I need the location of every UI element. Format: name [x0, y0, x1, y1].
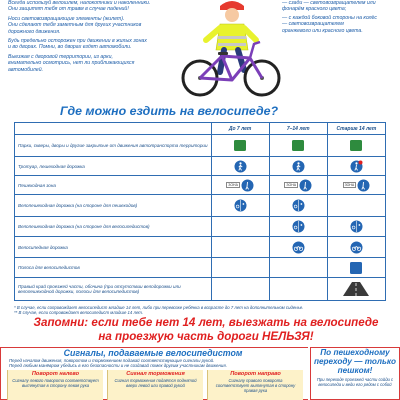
table-row: [15, 217, 386, 237]
where-to-ride-table: [14, 122, 386, 301]
bicycle-path-sign-icon: [292, 241, 305, 254]
signal-braking: [107, 370, 203, 400]
row-label: Пешеходная зона: [15, 176, 212, 195]
warning-line: Запомни: если тебе нет 14 лет, выезжать на велосипеде: [33, 316, 379, 329]
table-row: [15, 157, 386, 176]
row-label: Полоса для велосипедистов: [15, 258, 212, 278]
reflector-line: оранжевого или красного цвета.: [282, 27, 363, 34]
footnote: ** В случае, если сопровождает велосипедист младше 14 лет.: [14, 310, 144, 315]
table-row: [15, 135, 386, 157]
advice-line: Будь предельно осторожен при движении в жилых зонах: [8, 38, 147, 45]
pedestrian-zone-sign-icon: [241, 179, 254, 192]
crossing-heading: По пешеходному переходу — только пешком!: [314, 348, 396, 375]
advice-line: автомобилей.: [8, 66, 44, 73]
pedestrian-zone-sign-icon: [299, 179, 312, 192]
table-row: [15, 237, 386, 258]
table-row: [15, 278, 386, 301]
pedestrian-path-sign-icon: [292, 160, 305, 173]
pedestrian-path-sign-icon: [234, 160, 247, 173]
row-label: Парки, скверы, дворы и другие закрытые от движения автотранспорта территории: [15, 135, 212, 157]
pedestrian-zone-sign-icon: [357, 179, 370, 192]
row-label: Правый край проезжей части, обочина (при отсутствии велодорожки или велопешеходной дорожки, полосы для велосипедистов): [15, 278, 212, 301]
table-row: [15, 176, 386, 195]
zone-tag: ЗОНА: [344, 183, 355, 187]
table-row: [15, 258, 386, 278]
advice-line: Они защитят тебя от травм в случае падений!: [8, 6, 129, 13]
table-header-age: До 7 лет: [211, 123, 269, 135]
signal-right-turn: [207, 370, 303, 400]
reflector-line: — с каждой боковой стороны на колёс: [282, 14, 378, 21]
bicycle-lane-sign-icon: [350, 262, 362, 274]
park-tree-sign-icon: [350, 140, 362, 151]
signals-intro: [9, 358, 299, 369]
reflector-text: [282, 0, 396, 36]
crossing-text: При переходе проезжей части сойди с велосипеда и веди его рядом с собой: [316, 377, 394, 387]
section-title: Где можно ездить на велосипеде?: [60, 104, 279, 118]
shared-path-sign-icon: [234, 199, 247, 212]
signals-intro-line: Перед началом движения, поворотом и торможением подавай соответствующие сигналы рукой.: [9, 358, 215, 363]
pedestrian-path-conditional-sign-icon: [350, 160, 363, 173]
shared-path-sign-icon: [350, 220, 363, 233]
advice-line: Всегда используй велошлем, налокотники и наколенники.: [8, 0, 151, 6]
cyclist-illustration: [176, 0, 282, 100]
advice-line: дорожного движения.: [8, 28, 61, 35]
signal-text: Сигналу левого поворота соответствует вытянутая в сторону левая рука: [12, 378, 99, 388]
row-label: Велопешеходная дорожка (на стороне для пешеходов): [15, 195, 212, 217]
park-tree-sign-icon: [234, 140, 246, 151]
table-header-age: Старше 14 лет: [327, 123, 385, 135]
reflector-line: фонарём красного цвета;: [282, 6, 347, 13]
footnote: * В случае, если сопровождает велосипедист младше 14 лет, либо при перевозке ребёнка в возрасте до 7 лет на дополнительном сиденье.: [14, 305, 304, 310]
park-tree-sign-icon: [292, 140, 304, 151]
zone-tag: ЗОНА: [286, 183, 297, 187]
reflector-line: — световозвращателем: [282, 21, 344, 28]
advice-line: Выезжая с дворовой территории, из арки,: [8, 53, 113, 60]
reflector-line: — сзади — световозвращателем или: [282, 0, 376, 6]
advice-line: Они сделают тебя заметным для других участников: [8, 22, 142, 29]
signal-text: Сигналу правого поворота соответствует вытянутая в сторону правая рука: [215, 378, 296, 393]
row-label: Велопешеходная дорожка (на стороне для велосипедистов): [15, 217, 212, 237]
safety-advice-text: [8, 0, 180, 76]
table-row: [15, 195, 386, 217]
row-label: Тротуар, пешеходная дорожка: [15, 157, 212, 176]
advice-line: и во дворах. Помни, во дворах ездят автомобили.: [8, 44, 132, 51]
warning-line: на проезжую часть дороги НЕЛЬЗЯ!: [98, 330, 314, 343]
crossing-panel: [310, 347, 400, 400]
cyclist-signals-panel: [0, 347, 308, 400]
signals-heading: Сигналы, подаваемые велосипедистом: [63, 348, 243, 358]
signal-left-turn: [7, 370, 103, 400]
table-header-age: 7–14 лет: [269, 123, 327, 135]
signal-title: Поворот направо: [230, 371, 281, 377]
signal-text: Сигнал торможения подаётся поднятой вверх левой или правой рукой: [114, 378, 197, 388]
zone-tag: ЗОНА: [228, 183, 238, 187]
advice-line: внимательно осмотрись, нет ли приближающихся: [8, 60, 135, 67]
table-header-blank: [15, 123, 212, 135]
signal-title: Сигнал торможения: [126, 371, 185, 377]
bicycle-path-sign-icon: [350, 241, 363, 254]
road-edge-icon: [343, 282, 369, 296]
row-label: Велосипедная дорожка: [15, 237, 212, 258]
shared-path-sign-icon: [292, 220, 305, 233]
advice-line: Носи световозвращающие элементы (жилет).: [8, 15, 125, 22]
signals-intro-line: Перед любым манёвром убедись в его безопасности и не создавай помех другим участникам движения.: [9, 363, 227, 369]
signal-title: Поворот налево: [31, 371, 80, 377]
shared-path-sign-icon: [292, 199, 305, 212]
